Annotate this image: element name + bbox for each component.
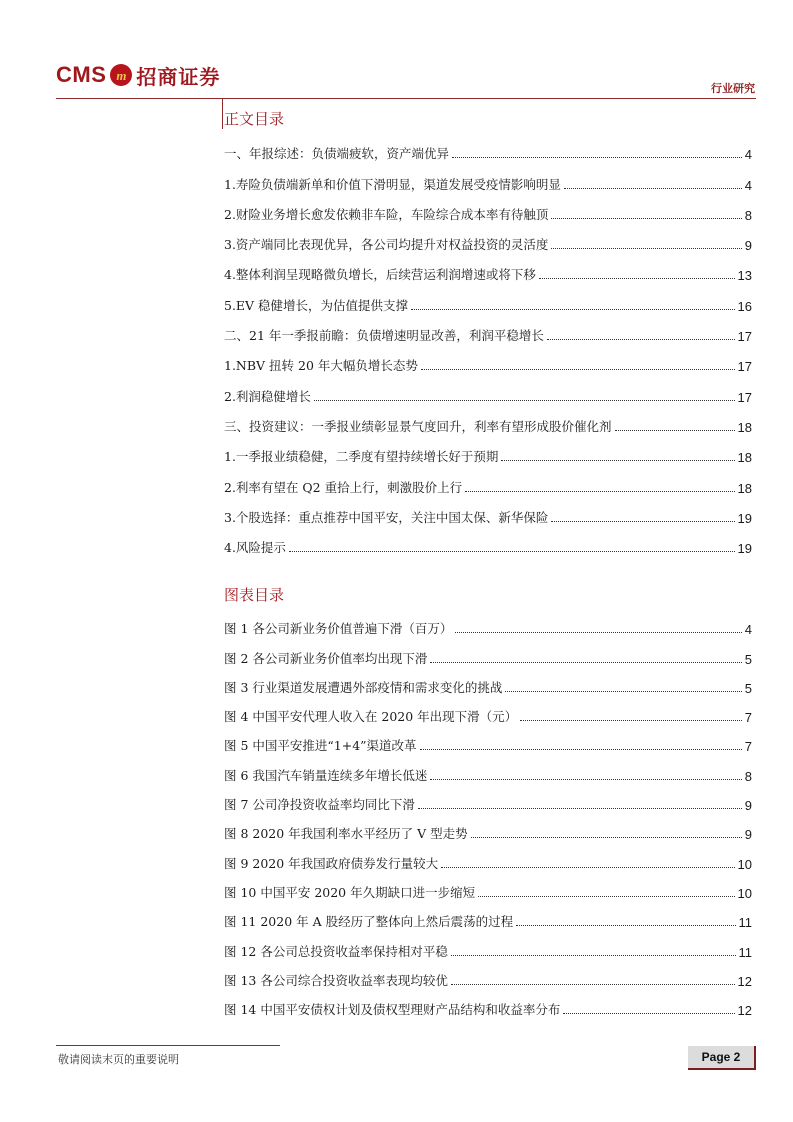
dotted-leader	[418, 808, 742, 809]
figure-entry-label: 图 9 2020 年我国政府债券发行量较大	[224, 855, 439, 871]
dotted-leader	[451, 955, 736, 956]
toc-entry[interactable]	[224, 344, 752, 374]
toc-entry-page: 4	[744, 147, 752, 163]
figure-entry[interactable]	[224, 813, 752, 842]
toc-entry-label: 1.一季报业绩稳健，二季度有望持续增长好于预期	[224, 449, 499, 465]
figure-entry-label: 图 8 2020 年我国利率水平经历了 V 型走势	[224, 826, 468, 842]
figure-entry-label: 图 2 各公司新业务价值率均出现下滑	[224, 650, 428, 666]
dotted-leader	[451, 984, 735, 985]
footer-disclaimer: 敬请阅读末页的重要说明	[58, 1053, 179, 1066]
figure-entry-page: 5	[744, 651, 752, 667]
toc-entry-page: 17	[737, 359, 752, 375]
toc-entry-page: 18	[737, 450, 752, 466]
toc-entry-label: 2.利润稳健增长	[224, 388, 311, 404]
dotted-leader	[420, 749, 742, 750]
figure-entry-page: 9	[744, 827, 752, 843]
figure-entry-page: 10	[737, 885, 752, 901]
toc-entry[interactable]	[224, 253, 752, 283]
figure-entry[interactable]	[224, 784, 752, 813]
figure-entry-page: 8	[744, 768, 752, 784]
figure-entry-page: 12	[737, 973, 752, 989]
figure-entry-page: 10	[737, 856, 752, 872]
toc-entry-page: 17	[737, 389, 752, 405]
figure-entry[interactable]	[224, 696, 752, 725]
toc-entry-page: 8	[744, 207, 752, 223]
dotted-leader	[547, 339, 735, 340]
toc-entry-page: 9	[744, 238, 752, 254]
figure-entry-page: 9	[744, 798, 752, 814]
toc-entry-page: 13	[737, 268, 752, 284]
figure-entry-label: 图 7 公司净投资收益率均同比下滑	[224, 797, 415, 813]
dotted-leader	[551, 218, 741, 219]
logo-mark-letter: m	[116, 67, 127, 83]
logo-mark-icon	[110, 64, 132, 86]
toc-entry-label: 三、投资建议：一季报业绩彰显景气度回升，利率有望形成股价催化剂	[224, 418, 612, 434]
figure-entry[interactable]	[224, 960, 752, 989]
report-category: 行业研究	[711, 82, 755, 95]
toc-list	[224, 132, 752, 556]
logo-text: CMS	[56, 62, 107, 87]
toc-entry[interactable]	[224, 314, 752, 344]
cms-logo	[56, 60, 220, 90]
toc-entry[interactable]	[224, 283, 752, 313]
toc-entry-label: 1.NBV 扭转 20 年大幅负增长态势	[224, 358, 418, 374]
dotted-leader	[516, 925, 735, 926]
figure-entry-label: 图 11 2020 年 A 股经历了整体向上然后震荡的过程	[224, 914, 514, 930]
dotted-leader	[551, 248, 741, 249]
dotted-leader	[505, 691, 741, 692]
toc-entry-page: 16	[737, 298, 752, 314]
figure-entry[interactable]	[224, 725, 752, 754]
toc-entry-label: 二、21 年一季报前瞻：负债增速明显改善，利润平稳增长	[224, 328, 544, 344]
figure-entry-label: 图 12 各公司总投资收益率保持相对平稳	[224, 943, 448, 959]
toc-entry[interactable]	[224, 405, 752, 435]
dotted-leader	[421, 369, 735, 370]
toc-entry[interactable]	[224, 435, 752, 465]
figure-entry-page: 7	[744, 739, 752, 755]
toc-entry-label: 1.寿险负债端新单和价值下滑明显，渠道发展受疫情影响明显	[224, 176, 561, 192]
dotted-leader	[411, 309, 734, 310]
dotted-leader	[455, 632, 741, 633]
figure-entry-label: 图 10 中国平安 2020 年久期缺口进一步缩短	[224, 884, 476, 900]
toc-entry-page: 18	[737, 419, 752, 435]
figures-list	[224, 608, 752, 1018]
logo-chinese-name: 招商证券	[136, 64, 221, 89]
toc-entry-page: 17	[737, 329, 752, 345]
footer-divider	[56, 1045, 280, 1046]
dotted-leader	[501, 460, 734, 461]
figure-entry[interactable]	[224, 930, 752, 959]
left-vertical-divider	[222, 99, 223, 129]
figure-entry-label: 图 3 行业渠道发展遭遇外部疫情和需求变化的挑战	[224, 679, 503, 695]
figure-entry[interactable]	[224, 754, 752, 783]
figure-entry-page: 12	[737, 1003, 752, 1019]
toc-entry-page: 19	[737, 510, 752, 526]
toc-entry[interactable]	[224, 374, 752, 404]
toc-entry-label: 5.EV 稳健增长，为估值提供支撑	[224, 297, 409, 313]
figure-entry-label: 图 14 中国平安债权计划及债权型理财产品结构和收益率分布	[224, 1002, 561, 1018]
dotted-leader	[564, 188, 742, 189]
page-header	[0, 0, 793, 100]
dotted-leader	[478, 896, 734, 897]
toc-entry-page: 4	[744, 177, 752, 193]
dotted-leader	[563, 1013, 734, 1014]
header-divider	[56, 98, 756, 99]
figure-entry-page: 11	[738, 944, 752, 960]
toc-entry[interactable]	[224, 162, 752, 192]
dotted-leader	[441, 867, 734, 868]
toc-title: 正文目录	[224, 110, 285, 128]
toc-entry[interactable]	[224, 465, 752, 495]
figure-entry[interactable]	[224, 901, 752, 930]
toc-entry-label: 2.利率有望在 Q2 重拾上行，刺激股价上行	[224, 479, 463, 495]
toc-entry-label: 3.资产端同比表现优异，各公司均提升对权益投资的灵活度	[224, 237, 549, 253]
figure-entry-page: 11	[738, 915, 752, 931]
figure-entry[interactable]	[224, 872, 752, 901]
figures-title: 图表目录	[224, 586, 285, 604]
toc-entry-label: 3.个股选择：重点推荐中国平安，关注中国太保、新华保险	[224, 509, 549, 525]
dotted-leader	[430, 779, 741, 780]
dotted-leader	[539, 278, 735, 279]
dotted-leader	[289, 551, 735, 552]
dotted-leader	[615, 430, 735, 431]
dotted-leader	[551, 521, 734, 522]
figure-entry[interactable]	[224, 989, 752, 1018]
figure-entry[interactable]	[224, 608, 752, 637]
toc-entry[interactable]	[224, 223, 752, 253]
dotted-leader	[430, 662, 741, 663]
dotted-leader	[452, 157, 742, 158]
figure-entry-label: 图 13 各公司综合投资收益率表现均较优	[224, 972, 448, 988]
toc-entry[interactable]	[224, 193, 752, 223]
dotted-leader	[520, 720, 742, 721]
figure-entry[interactable]	[224, 637, 752, 666]
figure-entry-label: 图 6 我国汽车销量连续多年增长低迷	[224, 767, 428, 783]
toc-entry-label: 一、年报综述：负债端疲软，资产端优异	[224, 146, 450, 162]
toc-entry-page: 18	[737, 480, 752, 496]
toc-entry-page: 19	[737, 541, 752, 557]
figure-entry[interactable]	[224, 842, 752, 871]
toc-entry-label: 4.风险提示	[224, 540, 286, 556]
dotted-leader	[471, 837, 742, 838]
toc-entry[interactable]	[224, 526, 752, 556]
figure-entry-label: 图 4 中国平安代理人收入在 2020 年出现下滑（元）	[224, 709, 518, 725]
toc-entry[interactable]	[224, 496, 752, 526]
page-number-badge: Page 2	[688, 1046, 756, 1070]
toc-entry[interactable]	[224, 132, 752, 162]
figure-entry-label: 图 5 中国平安推进“1+4”渠道改革	[224, 738, 417, 754]
toc-entry-label: 4.整体利润呈现略微负增长，后续营运利润增速或将下移	[224, 267, 536, 283]
figure-entry-page: 4	[744, 622, 752, 638]
dotted-leader	[465, 491, 734, 492]
toc-entry-label: 2.财险业务增长愈发依赖非车险，车险综合成本率有待触顶	[224, 206, 549, 222]
figure-entry-label: 图 1 各公司新业务价值普遍下滑（百万）	[224, 621, 453, 637]
figure-entry[interactable]	[224, 667, 752, 696]
figure-entry-page: 7	[744, 710, 752, 726]
dotted-leader	[314, 400, 735, 401]
figure-entry-page: 5	[744, 680, 752, 696]
